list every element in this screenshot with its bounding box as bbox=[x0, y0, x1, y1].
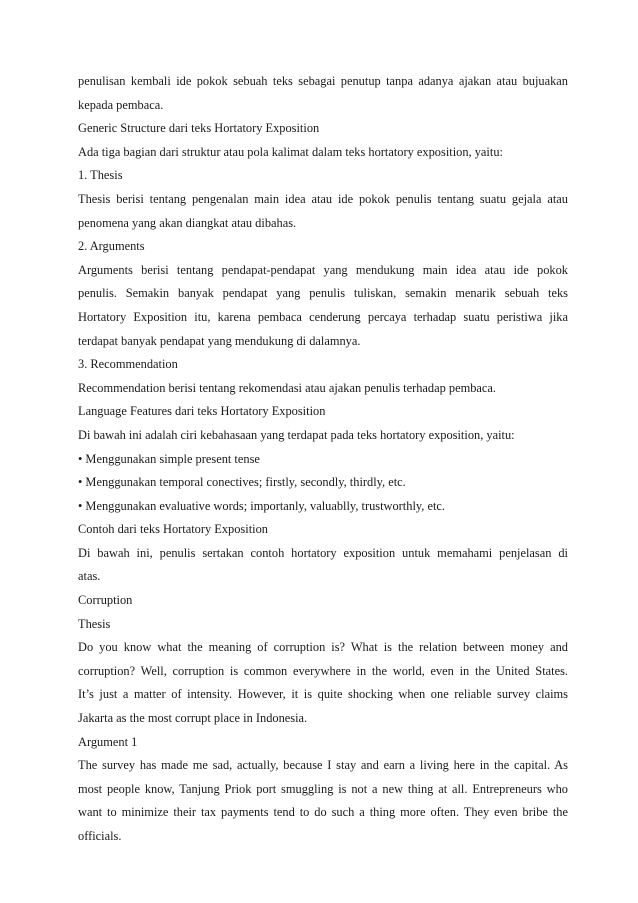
text-line: Recommendation berisi tentang rekomendasi atau ajakan penulis terhadap pembaca. bbox=[78, 380, 497, 395]
text-line: 1. Thesis bbox=[78, 168, 123, 183]
text-line: penomena yang akan diangkat atau dibahas. bbox=[78, 215, 297, 230]
text-line: most people know, Tanjung Priok port smuggling is not a new thing at all. Entrepreneurs who bbox=[78, 781, 568, 796]
text-line: Thesis berisi tentang pengenalan main idea atau ide pokok penulis tentang suatu gejala atau bbox=[78, 191, 568, 206]
text-line: Corruption bbox=[78, 593, 133, 608]
text-line: officials. bbox=[78, 829, 122, 843]
text-line: Argument 1 bbox=[78, 734, 138, 749]
text-line: It’s just a matter of intensity. However, it is quite shocking when one reliable survey claims bbox=[78, 687, 568, 702]
text-line: Ada tiga bagian dari struktur atau pola kalimat dalam teks hortatory exposition, yaitu: bbox=[78, 144, 503, 159]
text-line: Generic Structure dari teks Hortatory Exposition bbox=[78, 121, 320, 136]
text-line: Hortatory Exposition itu, karena pembaca cenderung percaya terhadap suatu peristiwa jika bbox=[78, 309, 568, 324]
text-line: The survey has made me sad, actually, because I stay and earn a living here in the capital. As bbox=[78, 758, 568, 773]
text-line: penulisan kembali ide pokok sebuah teks sebagai penutup tanpa adanya ajakan atau bujuakan bbox=[78, 74, 568, 88]
text-line: penulis. Semakin banyak pendapat yang penulis tuliskan, semakin menarik sebuah teks bbox=[78, 286, 568, 301]
text-line: Thesis bbox=[78, 616, 111, 631]
text-line: atas. bbox=[78, 569, 101, 584]
text-line: terdapat banyak pendapat yang mendukung di dalamnya. bbox=[78, 333, 361, 348]
text-line: Di bawah ini adalah ciri kebahasaan yang terdapat pada teks hortatory exposition, yaitu: bbox=[78, 427, 515, 442]
text-line: Jakarta as the most corrupt place in Indonesia. bbox=[78, 711, 308, 726]
text-line: corruption? Well, corruption is common everywhere in the world, even in the United States. bbox=[78, 663, 568, 678]
text-line: Language Features dari teks Hortatory Exposition bbox=[78, 404, 326, 419]
text-line: Do you know what the meaning of corruption is? What is the relation between money and bbox=[78, 640, 568, 655]
text-line: 3. Recommendation bbox=[78, 357, 178, 372]
text-line: • Menggunakan evaluative words; importanly, valuablly, trustworthly, etc. bbox=[78, 498, 446, 513]
text-line: want to minimize their tax payments tend to do such a thing more often. They even bribe the bbox=[78, 805, 568, 820]
document-page bbox=[78, 70, 568, 849]
text-line: • Menggunakan simple present tense bbox=[78, 451, 260, 466]
text-line: Contoh dari teks Hortatory Exposition bbox=[78, 522, 268, 537]
text-line: kepada pembaca. bbox=[78, 97, 164, 112]
text-line: 2. Arguments bbox=[78, 239, 145, 254]
text-line: • Menggunakan temporal conectives; firstly, secondly, thirdly, etc. bbox=[78, 475, 406, 490]
text-line: Di bawah ini, penulis sertakan contoh hortatory exposition untuk memahami penjelasan di bbox=[78, 545, 568, 560]
text-line: Arguments berisi tentang pendapat-pendapat yang mendukung main idea atau ide pokok bbox=[78, 262, 568, 277]
